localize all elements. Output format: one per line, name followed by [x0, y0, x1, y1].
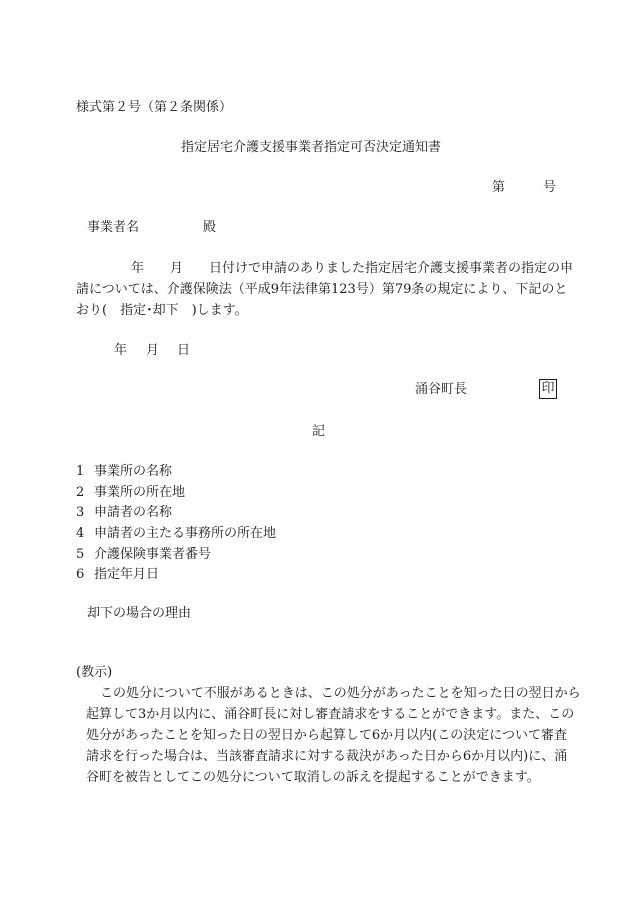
document-number-prefix: 第: [492, 180, 506, 195]
issuer-name: 涌谷町長: [415, 382, 468, 397]
item-label: 介護保険事業者番号: [94, 547, 212, 562]
item-number: 2: [76, 485, 85, 500]
item-number: 6: [76, 567, 85, 582]
item-label: 申請者の名称: [94, 505, 173, 520]
instruction-line: 谷町を被告としてこの処分について取消しの訴えを提起することができます。: [86, 770, 540, 785]
item-label: 事業所の名称: [94, 464, 173, 479]
item-label: 申請者の主たる事務所の所在地: [94, 526, 277, 541]
body-line: おり( 指定･却下 )します。: [76, 303, 248, 318]
form-number: 様式第２号（第２条関係）: [76, 100, 233, 115]
rejection-reason-label: 却下の場合の理由: [87, 606, 192, 621]
list-item: [76, 568, 159, 581]
seal-mark: 印: [539, 379, 557, 399]
instruction-body: [86, 683, 581, 788]
list-item: [76, 548, 211, 561]
document-title: 指定居宅介護支援事業者指定可否決定通知書: [181, 140, 442, 155]
body-line: 請については、介護保険法（平成9年法律第123号）第79条の規定により、下記のと: [76, 282, 568, 297]
addressee-honorific: 殿: [203, 220, 217, 235]
body-line: 年 月 日付けで申請のありました指定居宅介護支援事業者の指定の申: [131, 261, 574, 276]
date-day: 日: [177, 343, 191, 358]
list-item: [76, 506, 172, 519]
item-label: 指定年月日: [94, 567, 160, 582]
body-paragraph: [76, 258, 574, 321]
list-item: [76, 527, 276, 540]
list-item: [76, 465, 172, 478]
date-month: 月: [146, 343, 160, 358]
item-label: 事業所の所在地: [94, 485, 186, 500]
item-number: 1: [76, 464, 85, 479]
instruction-line: この処分について不服があるときは、この処分があったことを知った日の翌日から: [100, 686, 581, 701]
instruction-line: 起算して3か月以内に、涌谷町長に対し審査請求をすることができます。また、この: [86, 707, 575, 722]
instruction-heading: (教示): [76, 665, 113, 680]
item-number: 4: [76, 526, 85, 541]
list-item: [76, 486, 185, 499]
instruction-line: 請求を行った場合は、当該審査請求に対する裁決があった日から6か月以内)に、涌: [86, 749, 568, 764]
item-number: 5: [76, 547, 85, 562]
addressee-label: 事業者名: [87, 220, 140, 235]
item-number: 3: [76, 505, 85, 520]
ki-heading: 記: [312, 424, 326, 439]
instruction-line: 処分があったことを知った日の翌日から起算して6か月以内(この決定について審査: [86, 728, 567, 743]
date-year: 年: [114, 343, 128, 358]
document-number-suffix: 号: [543, 180, 557, 195]
